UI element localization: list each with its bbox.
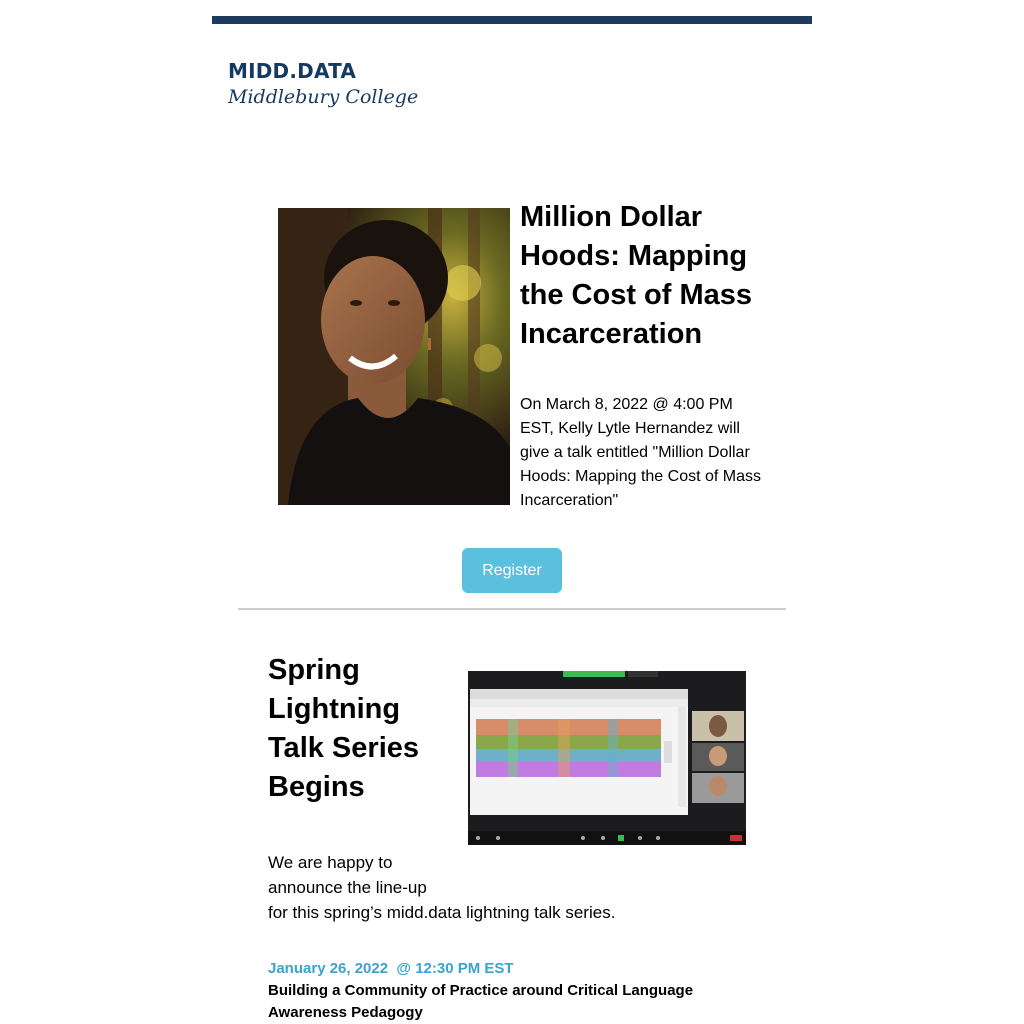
series-intro-line-3: for this spring’s midd.data lightning talk series.	[268, 903, 616, 922]
talk-date: January 26, 2022 @ 12:30 PM EST	[268, 960, 514, 977]
speaker-portrait-photo	[278, 208, 510, 505]
zoom-meeting-screenshot	[468, 671, 746, 845]
brand-title: MIDD.DATA	[228, 59, 357, 83]
event-description: On March 8, 2022 @ 4:00 PM EST, Kelly Lytle Hernandez will give a talk entitled "Million Dollar Hoods: Mapping the Cost of Mass Incarceration"	[520, 396, 762, 509]
series-intro-line-2: announce the line-up	[268, 878, 427, 897]
event-title: Million Dollar Hoods: Mapping the Cost of Mass Incarceration	[520, 201, 753, 350]
series-title: Spring Lightning Talk Series Begins	[268, 654, 420, 803]
series-intro-line-1: We are happy to	[268, 853, 393, 872]
section-divider	[238, 608, 786, 610]
register-button[interactable]: Register	[462, 548, 562, 593]
brand-subtitle: Middlebury College	[228, 86, 419, 108]
header-accent-bar	[212, 16, 812, 24]
talk-title: Building a Community of Practice around Critical Language Awareness Pedagogy	[268, 982, 694, 1021]
